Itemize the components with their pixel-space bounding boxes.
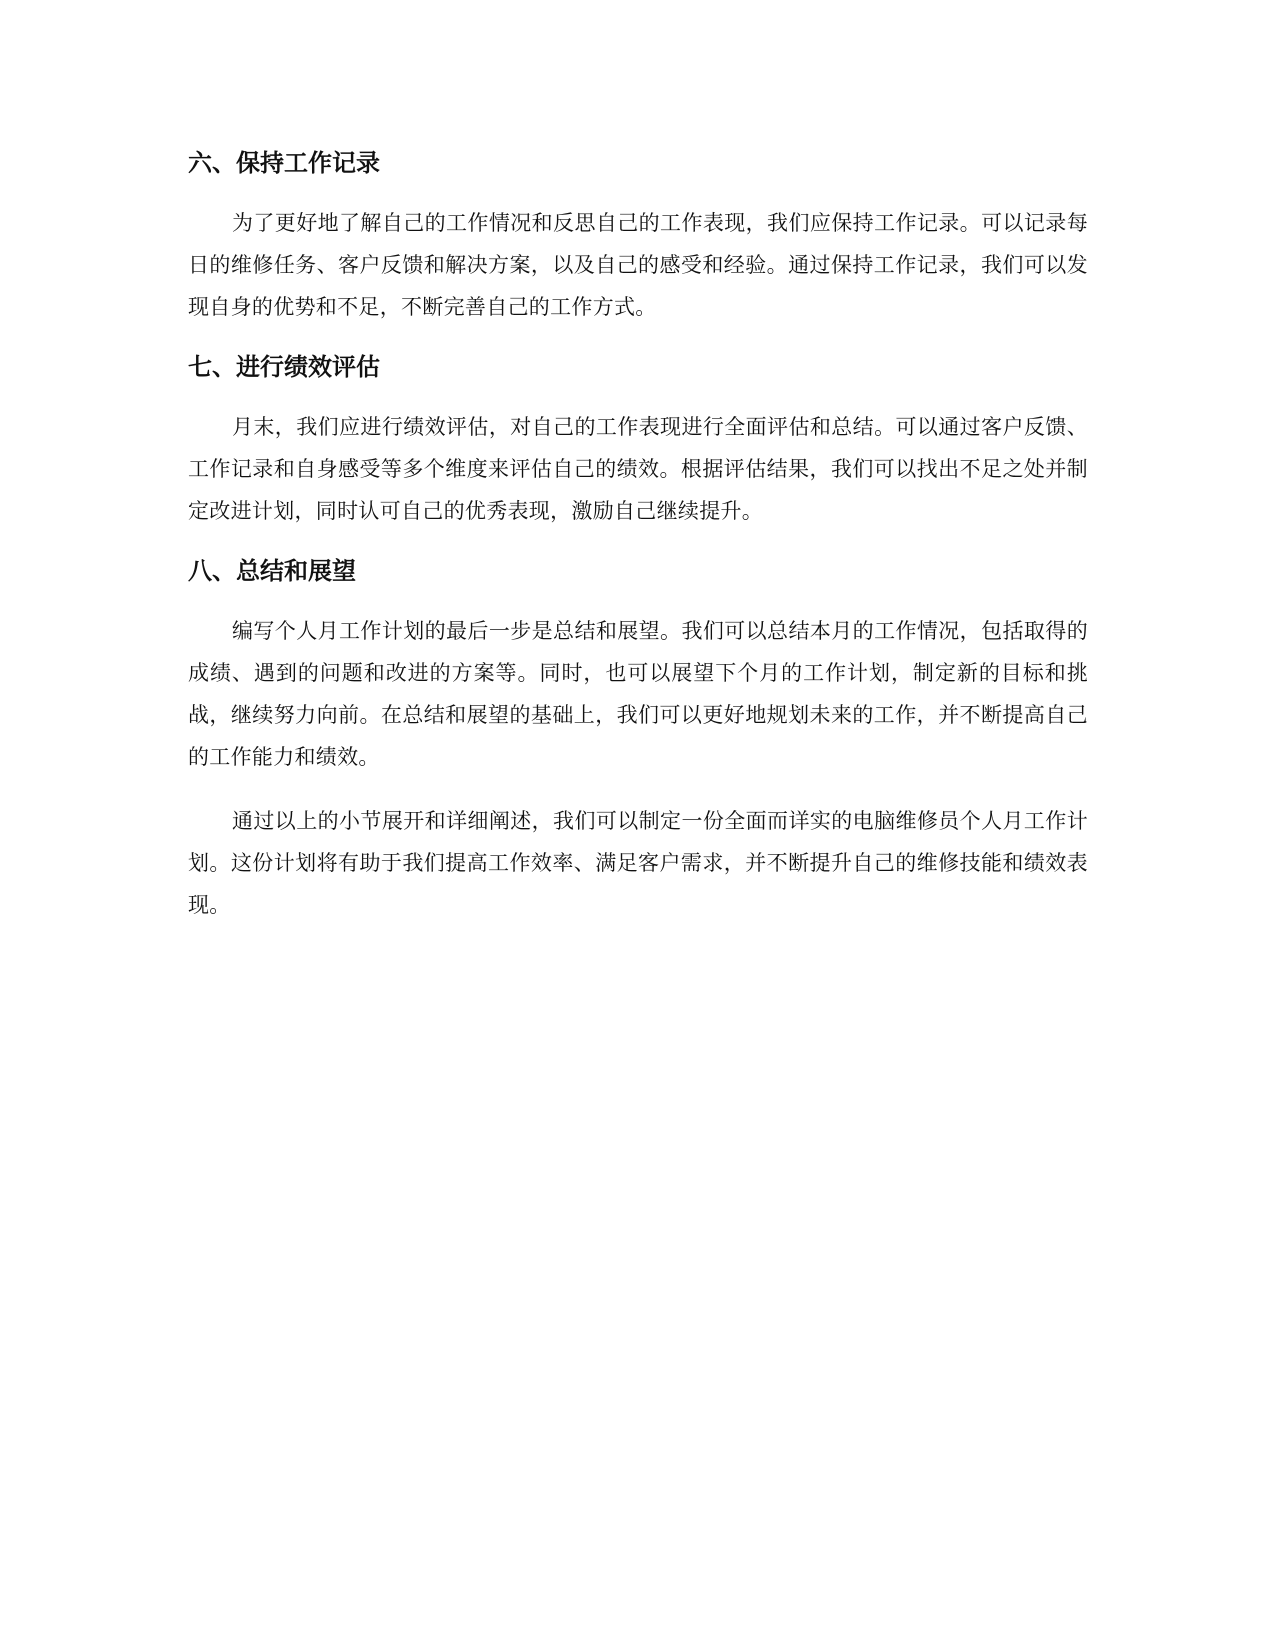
- document-body: [188, 146, 1088, 926]
- conclusion-paragraph: 通过以上的小节展开和详细阐述，我们可以制定一份全面而详实的电脑维修员个人月工作计划。这份计划将有助于我们提高工作效率、满足客户需求，并不断提升自己的维修技能和绩效表现。: [188, 809, 1088, 917]
- section-paragraph-8: 编写个人月工作计划的最后一步是总结和展望。我们可以总结本月的工作情况，包括取得的成绩、遇到的问题和改进的方案等。同时，也可以展望下个月的工作计划，制定新的目标和挑战，继续努力向前。在总结和展望的基础上，我们可以更好地规划未来的工作，并不断提高自己的工作能力和绩效。: [188, 619, 1088, 769]
- section-heading-7: 七、进行绩效评估: [188, 353, 380, 381]
- section-paragraph-7: 月末，我们应进行绩效评估，对自己的工作表现进行全面评估和总结。可以通过客户反馈、工作记录和自身感受等多个维度来评估自己的绩效。根据评估结果，我们可以找出不足之处并制定改进计划，同时认可自己的优秀表现，激励自己继续提升。: [188, 415, 1088, 523]
- section-heading-8: 八、总结和展望: [188, 557, 356, 585]
- section-heading-6: 六、保持工作记录: [188, 149, 380, 177]
- section-paragraph-6: 为了更好地了解自己的工作情况和反思自己的工作表现，我们应保持工作记录。可以记录每日的维修任务、客户反馈和解决方案，以及自己的感受和经验。通过保持工作记录，我们可以发现自身的优势和不足，不断完善自己的工作方式。: [188, 211, 1088, 319]
